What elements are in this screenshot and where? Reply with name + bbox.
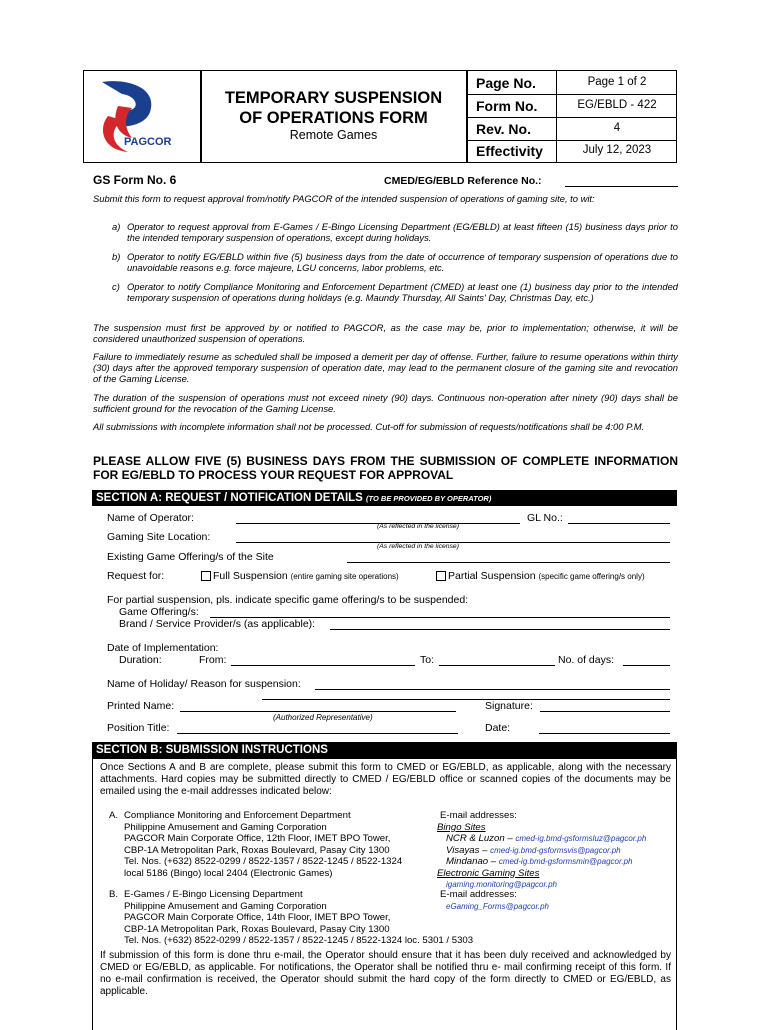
egaming-email-link[interactable]: igaming.monitoring@pagcor.ph — [446, 880, 557, 889]
ebld-email-row — [446, 901, 549, 913]
logo-text: PAGCOR — [124, 136, 172, 148]
item-a-text: Operator to request approval from E-Games / E-Bingo Licensing Department (EG/EBLD) at least fifteen (15) business days prior to the intended temporary suspension of operations, except during holidays. — [127, 221, 678, 243]
ebld-line: Philippine Amusement and Gaming Corporation — [124, 900, 327, 912]
header-row-line — [466, 140, 677, 141]
meta-value-effectivity: July 12, 2023 — [582, 144, 652, 156]
operator-license-note: (As reflected in the license) — [377, 523, 459, 530]
section-a-header — [92, 490, 677, 506]
site-license-note: (As reflected in the license) — [377, 543, 459, 550]
item-b — [112, 251, 678, 273]
position-title-field[interactable] — [177, 733, 458, 734]
authorized-rep-note: (Authorized Representative) — [273, 713, 373, 722]
gs-form-no: GS Form No. 6 — [93, 173, 177, 187]
visayas-email-link[interactable]: cmed-ig.bmd-gsformsvis@pagcor.ph — [490, 845, 621, 855]
egaming-sites-label: Electronic Gaming Sites — [437, 867, 540, 879]
operator-label: Name of Operator: — [107, 512, 194, 524]
item-b-text: Operator to notify EG/EBLD within five (5) business days from the date of occurrence of temporary suspension of operations due to unavoidable reasons e.g. force majeure, LGU concerns, labor problems, etc. — [127, 251, 678, 273]
ncr-email-link[interactable]: cmed-ig.bmd-gsformsluz@pagcor.ph — [515, 834, 647, 843]
pagcor-logo — [88, 76, 196, 160]
meta-label-effectivity: Effectivity — [476, 143, 543, 159]
section-b-closing: If submission of this form is done thru e-mail, the Operator should ensure that it has been duly received and acknowledged by CMED or EG/EBLD, as applicable. For notifications, the Operator shall be notified thru e- mail confirming receipt of this form. If no e-mail confirmation is received, the Operator should submit the hard copy of the form directly to CMED or EG/EBLD, as applicable. — [100, 950, 671, 997]
meta-value-rev: 4 — [613, 122, 621, 134]
cmed-line: Philippine Amusement and Gaming Corporation — [124, 821, 327, 833]
from-field[interactable] — [231, 665, 415, 666]
bingo-sites-label: Bingo Sites — [437, 821, 486, 833]
meta-label-page: Page No. — [476, 75, 536, 91]
ncr-label: NCR & Luzon – — [446, 833, 513, 844]
printed-name-field[interactable] — [180, 711, 456, 712]
implementation-label: Date of Implementation: — [107, 642, 219, 654]
paragraph-duration: The duration of the suspension of operations must not exceed ninety (90) days. Continuous non-operation after ninety (90) days shall be sufficient ground for the revocation of the Gaming License. — [93, 392, 678, 414]
full-suspension-text: Full Suspension — [213, 570, 288, 582]
section-b-title: SECTION B: SUBMISSION INSTRUCTIONS — [96, 744, 328, 756]
visayas-label: Visayas – — [446, 844, 488, 856]
ncr-row — [446, 833, 646, 845]
paragraph-approval: The suspension must first be approved by or notified to PAGCOR, as the case may be, prior to implementation; otherwise, it will be considered unauthorized suspension of operations. — [93, 322, 678, 344]
printed-name-label: Printed Name: — [107, 700, 175, 712]
cmed-line: Compliance Monitoring and Enforcement Department — [124, 810, 351, 821]
ebld-email-label: E-mail addresses: — [440, 889, 517, 900]
intro-text: Submit this form to request approval from/notify PAGCOR of the intended suspension of operations of gaming site, to wit: — [93, 193, 595, 204]
header-row-line — [466, 94, 677, 95]
partial-suspension-note: (specific game offering/s only) — [538, 572, 645, 581]
email-addresses-label: E-mail addresses: — [440, 810, 517, 821]
section-b-intro: Once Sections A and B are complete, please submit this form to CMED or EG/EBLD, as applicable, along with the necessary attachments. Hard copies may be submitted directly to CMED / EG/EBLD office or scanned copies of the documents may be emailed using the e-mail addresses indicated below: — [100, 762, 671, 797]
reference-field[interactable] — [565, 186, 678, 187]
notice-text: PLEASE ALLOW FIVE (5) BUSINESS DAYS FROM THE SUBMISSION OF COMPLETE INFORMATION FOR EG/EBLD TO PROCESS YOUR REQUEST FOR APPROVAL — [93, 454, 678, 482]
holiday-field[interactable] — [315, 689, 670, 690]
reference-label: CMED/EG/EBLD Reference No.: — [384, 175, 542, 187]
to-field[interactable] — [439, 665, 555, 666]
partial-instructions: For partial suspension, pls. indicate specific game offering/s to be suspended: — [107, 594, 469, 606]
paragraph-failure: Failure to immediately resume as scheduled shall be imposed a demerit per day of offense. Further, failure to resume operations within thirty (30) days after the approved temporary suspension of operation date, may lead to the permanent closure of the gaming site and revocation of the Gaming License. — [93, 351, 678, 384]
item-c — [112, 281, 678, 303]
item-b-letter: b) — [112, 251, 121, 262]
cmed-line: CBP-1A Metropolitan Park, Roxas Boulevard, Pasay City 1300 — [124, 844, 390, 856]
date-field[interactable] — [539, 733, 670, 734]
full-suspension-checkbox[interactable] — [201, 571, 211, 581]
mindanao-label: Mindanao – — [446, 856, 497, 867]
ebld-line: CBP-1A Metropolitan Park, Roxas Boulevard, Pasay City 1300 — [124, 923, 390, 935]
cmed-letter: A. — [109, 810, 119, 821]
full-suspension-label — [213, 570, 399, 582]
ebld-line: E-Games / E-Bingo Licensing Department — [124, 889, 303, 900]
signature-label: Signature: — [485, 700, 533, 712]
mindanao-row — [446, 856, 646, 868]
mindanao-email-link[interactable]: cmed-ig.bmd-gsformsmin@pagcor.ph — [498, 857, 633, 866]
gl-label: GL No.: — [527, 512, 563, 524]
cmed-line: PAGCOR Main Corporate Office, 12th Floor, IMET BPO Tower, — [124, 833, 391, 844]
header-row-line — [466, 117, 677, 118]
item-c-text: Operator to notify Compliance Monitoring and Enforcement Department (CMED) at least one (1) business day prior to the intended temporary suspension of operations during holidays (e.g. Maundy Thursday, All Saints' Day, Christmas Day, etc.) — [127, 281, 678, 303]
cmed-emails — [437, 810, 647, 891]
site-location-label: Gaming Site Location: — [107, 531, 211, 543]
cmed-address — [124, 810, 402, 879]
holiday-label: Name of Holiday/ Reason for suspension: — [107, 678, 301, 690]
to-label: To: — [420, 654, 435, 666]
meta-label-form: Form No. — [476, 98, 538, 114]
form-title-line2: OF OPERATIONS FORM — [239, 109, 428, 127]
item-c-letter: c) — [112, 281, 120, 292]
holiday-field-2[interactable] — [262, 699, 670, 700]
ebld-emails — [440, 889, 549, 912]
item-a-letter: a) — [112, 221, 121, 232]
days-field[interactable] — [623, 665, 670, 666]
cmed-line: Tel. Nos. (+632) 8522-0299 / 8522-1357 / 8522-1245 / 8522-1324 — [124, 856, 403, 867]
form-title-line1: TEMPORARY SUSPENSION — [224, 89, 443, 107]
gl-field[interactable] — [568, 523, 670, 524]
position-title-label: Position Title: — [107, 722, 170, 734]
partial-suspension-text: Partial Suspension — [448, 570, 536, 582]
request-for-label: Request for: — [107, 570, 165, 582]
brand-field[interactable] — [330, 629, 670, 630]
meta-value-form: EG/EBLD - 422 — [577, 99, 657, 111]
item-a — [112, 221, 678, 243]
paragraph-cutoff: All submissions with incomplete information shall not be processed. Cut-off for submission of requests/notifications shall be 4:00 P.M. — [93, 421, 645, 432]
date-label: Date: — [485, 722, 511, 734]
ebld-email-link[interactable]: eGaming_Forms@pagcor.ph — [446, 901, 549, 911]
duration-label: Duration: — [119, 654, 162, 666]
ebld-address — [124, 889, 473, 947]
eblд-letter: B. — [109, 889, 119, 900]
days-label: No. of days: — [558, 654, 615, 666]
signature-field[interactable] — [540, 711, 670, 712]
brand-label: Brand / Service Provider/s (as applicable): — [119, 618, 316, 630]
game-offerings-label: Game Offering/s: — [119, 606, 199, 618]
ebld-line: PAGCOR Main Corporate Office, 14th Floor, IMET BPO Tower, — [124, 912, 391, 923]
section-a-note: (TO BE PROVIDED BY OPERATOR) — [366, 494, 492, 503]
full-suspension-note: (entire gaming site operations) — [290, 572, 399, 581]
cmed-line: local 5186 (Bingo) local 2404 (Electronic Games) — [124, 867, 333, 879]
meta-label-rev: Rev. No. — [476, 121, 531, 137]
meta-value-page: Page 1 of 2 — [587, 76, 647, 88]
section-b-header — [92, 742, 677, 758]
section-a-title: SECTION A: REQUEST / NOTIFICATION DETAILS — [96, 492, 363, 504]
game-offering-field[interactable] — [347, 562, 670, 563]
partial-suspension-label — [448, 570, 645, 582]
form-subtitle: Remote Games — [289, 128, 378, 142]
ebld-line: Tel. Nos. (+632) 8522-0299 / 8522-1357 / 8522-1245 / 8522-1324 loc. 5301 / 5303 — [124, 935, 474, 946]
from-label: From: — [199, 654, 227, 666]
partial-suspension-checkbox[interactable] — [436, 571, 446, 581]
visayas-row — [446, 845, 646, 857]
game-offering-label: Existing Game Offering/s of the Site — [107, 551, 274, 563]
